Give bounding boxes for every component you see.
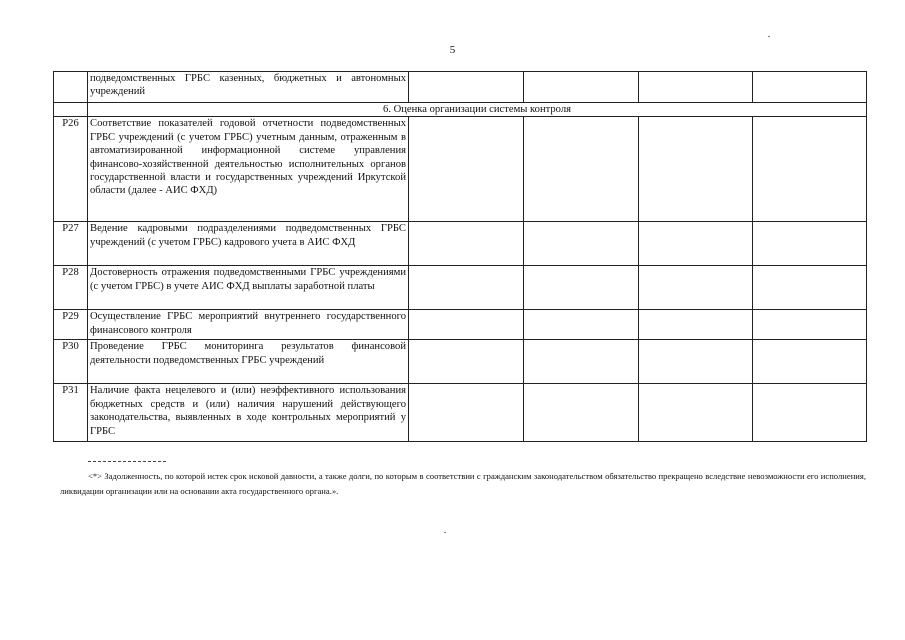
scan-speck	[444, 532, 446, 533]
footnote-separator	[88, 461, 166, 462]
table-row	[54, 384, 867, 442]
table-row	[54, 340, 867, 384]
empty-cell	[409, 340, 524, 384]
row-description: Осуществление ГРБС мероприятий внутреннего государственного финансового контроля	[88, 310, 409, 340]
empty-cell	[639, 340, 753, 384]
row-code: P26	[54, 117, 88, 222]
empty-cell	[753, 384, 867, 442]
empty-cell	[524, 222, 639, 266]
empty-cell	[409, 222, 524, 266]
table-row	[54, 266, 867, 310]
section-title: 6. Оценка организации системы контроля	[88, 103, 867, 117]
row-code: P31	[54, 384, 88, 442]
section-header-row	[54, 103, 867, 117]
empty-cell	[753, 222, 867, 266]
row-code: P30	[54, 340, 88, 384]
table-row-continuation	[54, 72, 867, 103]
row-code: P27	[54, 222, 88, 266]
empty-cell	[409, 117, 524, 222]
empty-cell	[524, 384, 639, 442]
empty-cell	[753, 72, 867, 103]
empty-cell	[524, 310, 639, 340]
row-description: Соответствие показателей годовой отчетности подведомственных ГРБС учреждений (с учетом ГРБС) учетным данным, отраженным в автоматизированной информационной системе управления финансово-хозяйственной деятельностью исполнительных органов государственной власти и государственных учреждений Иркутской области (далее - АИС ФХД)	[88, 117, 409, 222]
empty-cell	[54, 103, 88, 117]
empty-cell	[639, 384, 753, 442]
row-description: подведомственных ГРБС казенных, бюджетных и автономных учреждений	[88, 72, 409, 103]
empty-cell	[753, 340, 867, 384]
table-row	[54, 310, 867, 340]
empty-cell	[409, 266, 524, 310]
empty-cell	[639, 72, 753, 103]
empty-cell	[639, 117, 753, 222]
row-description: Ведение кадровыми подразделениями подведомственных ГРБС учреждений (с учетом ГРБС) кадрового учета в АИС ФХД	[88, 222, 409, 266]
empty-cell	[753, 310, 867, 340]
empty-cell	[409, 384, 524, 442]
empty-cell	[639, 310, 753, 340]
table-row	[54, 117, 867, 222]
empty-cell	[639, 222, 753, 266]
empty-cell	[409, 72, 524, 103]
row-code: P28	[54, 266, 88, 310]
row-code: P29	[54, 310, 88, 340]
criteria-table	[53, 71, 867, 442]
empty-cell	[753, 117, 867, 222]
empty-cell	[524, 340, 639, 384]
scan-speck	[768, 36, 770, 37]
empty-cell	[753, 266, 867, 310]
row-description: Проведение ГРБС мониторинга результатов финансовой деятельности подведомственных ГРБС учреждений	[88, 340, 409, 384]
empty-cell	[524, 117, 639, 222]
empty-cell	[639, 266, 753, 310]
row-code	[54, 72, 88, 103]
table-row	[54, 222, 867, 266]
footnote-text: <*> Задолженность, по которой истек срок исковой давности, а также долги, по которым в соответствии с гражданским законодательством обязательство прекращено вследствие невозможности его исполнения, ликвидации организации или на основании акта государственного органа.».	[60, 471, 866, 496]
row-description: Наличие факта нецелевого и (или) неэффективного использования бюджетных средств и (или) наличия нарушений действующего законодательства, выявленных в ходе контрольных мероприятий у ГРБС	[88, 384, 409, 442]
page-number: 5	[449, 44, 456, 56]
empty-cell	[524, 72, 639, 103]
empty-cell	[524, 266, 639, 310]
row-description: Достоверность отражения подведомственными ГРБС учреждениями (с учетом ГРБС) в учете АИС ФХД выплаты заработной платы	[88, 266, 409, 310]
empty-cell	[409, 310, 524, 340]
